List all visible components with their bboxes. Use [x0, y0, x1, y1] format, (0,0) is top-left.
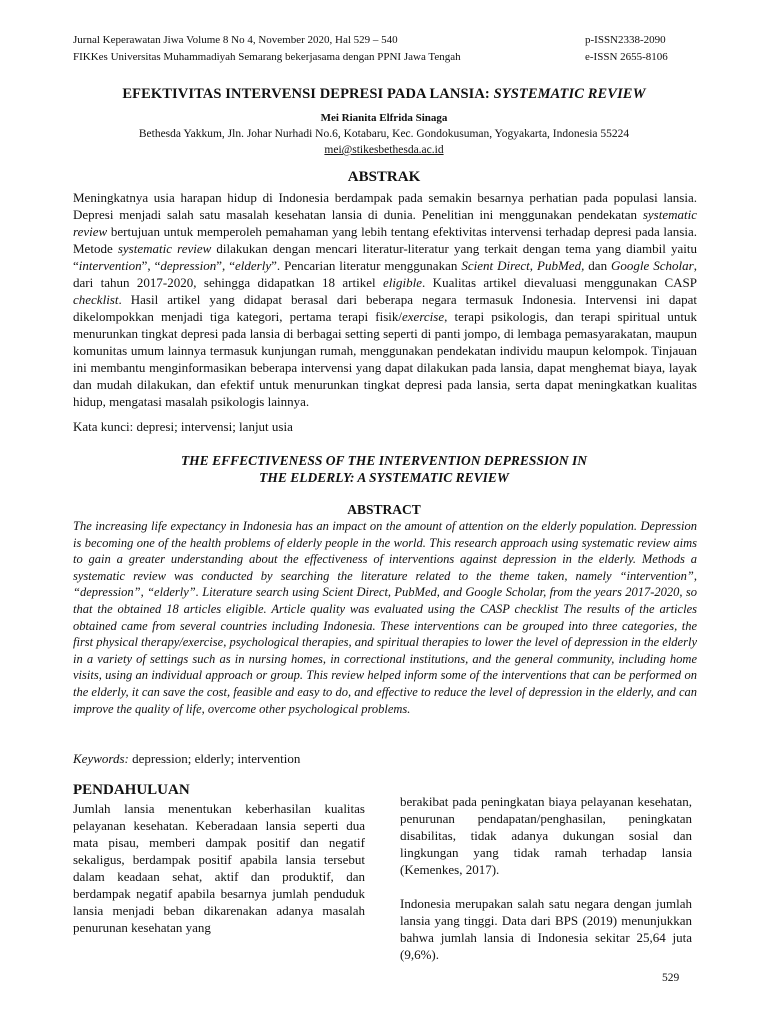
abstrak-italic: systematic review: [117, 241, 212, 256]
english-title: [72, 452, 696, 486]
institution-line: FIKKes Universitas Muhammadiyah Semarang bekerjasama dengan PPNI Jawa Tengah: [73, 51, 461, 63]
abstrak-text: ”, “: [216, 258, 235, 273]
author-affiliation: Bethesda Yakkum, Jln. Johar Nurhadi No.6, Kotabaru, Kec. Gondokusuman, Yogyakarta, Indonesia 55224: [138, 128, 630, 140]
abstrak-text: ”. Pencarian literatur menggunakan: [271, 258, 462, 273]
kata-kunci: Kata kunci: depresi; intervensi; lanjut usia: [73, 419, 293, 434]
abstrak-text: ,: [529, 258, 538, 273]
abstrak-italic: intervention: [78, 258, 142, 273]
abstrak-heading: ABSTRAK: [347, 169, 421, 185]
author-email[interactable]: mei@stikesbethesda.ac.id: [324, 144, 444, 156]
abstrak-italic: Scient Direct: [461, 258, 530, 273]
keywords-line: [73, 751, 300, 767]
running-header-right: [585, 32, 668, 66]
abstrak-italic: PubMed,: [537, 258, 585, 273]
p-issn: p-ISSN2338-2090: [585, 34, 666, 46]
abstrak-italic: checklist: [73, 292, 119, 307]
abstract-heading: ABSTRACT: [347, 502, 421, 517]
abstrak-text: dan: [584, 258, 612, 273]
abstrak-italic: elderly: [235, 258, 272, 273]
abstrak-text: ”, “: [141, 258, 161, 273]
abstrak-italic: exercise: [402, 309, 445, 324]
author-name: Mei Rianita Elfrida Sinaga: [320, 112, 448, 124]
abstrak-italic: depression: [160, 258, 217, 273]
english-title-line: THE EFFECTIVENESS OF THE INTERVENTION DEPRESSION IN: [180, 453, 588, 468]
paper-title-main: EFEKTIVITAS INTERVENSI DEPRESI PADA LANSIA:: [122, 86, 494, 102]
pendahuluan-heading: PENDAHULUAN: [73, 782, 190, 798]
abstrak-italic: eligible: [383, 275, 423, 290]
e-issn: e-ISSN 2655-8106: [585, 51, 668, 63]
paper-title-italic: SYSTEMATIC REVIEW: [493, 86, 646, 102]
abstrak-text: , terapi psikologis, dan terapi spiritual untuk menurunkan tingkat depresi pada lansia di berbagai setting seperti di panti jompo, di lembaga pemasyarakatan, maupun komunitas umum lainnya termasuk kunjungan rumah, menggunakan pendekatan individu maupun kelompok. Tinjauan ini membantu menginformasikan beberapa intervensi yang dapat dilakukan pada lansia, dapat menghemat biaya, layak dan mudah dilakukan, dan efektif untuk menurunkan tingkat depresi pada lansia, serta dapat meningkatkan kualitas hidup, mengatasi masalah psikologis lainnya.: [73, 309, 697, 409]
abstrak-text: . Kualitas artikel dievaluasi menggunakan CASP: [422, 275, 697, 290]
abstrak-italic: Google Scholar: [611, 258, 694, 273]
abstrak-text: . Hasil artikel yang didapat berasal dari beberapa negara termasuk Indonesia. Intervensi ini dapat dikelompokkan menjadi tiga kategori, pertama terapi fisik/: [73, 292, 697, 324]
abstrak-body: [73, 189, 697, 410]
abstrak-italic: systematic review: [73, 207, 697, 239]
abstrak-text: , dari tahun 2017-2020, sehingga didapatkan 18 artikel: [73, 258, 697, 290]
pendahuluan-paragraph: Jumlah lansia menentukan keberhasilan kualitas pelayanan kesehatan. Keberadaan lansia seperti dua mata pisau, memberi dampak positif dan negatif sekaligus, berdampak positif apabila lansia tersebut dalam keadaan sehat, aktif dan produktif, dan berdampak negatif apabila besarnya jumlah penduduk lansia menjadi beban dikarenakan adanya masalah penurunan kesehatan yang: [73, 801, 365, 935]
running-header-left: [73, 32, 461, 66]
abstrak-text: dilakukan dengan mencari literatur-literatur yang terkait dengan tema yang diambil yaitu “: [73, 241, 697, 273]
journal-citation-line: Jurnal Keperawatan Jiwa Volume 8 No 4, November 2020, Hal 529 – 540: [73, 34, 398, 46]
right-column: [400, 793, 692, 980]
pendahuluan-paragraph: Indonesia merupakan salah satu negara dengan jumlah lansia yang tinggi. Data dari BPS (2019) menunjukkan bahwa jumlah lansia di Indonesia sekitar 25,64 juta (9,6%).: [400, 896, 692, 962]
left-column: [73, 782, 365, 936]
english-title-line: THE ELDERLY: A SYSTEMATIC REVIEW: [259, 470, 509, 485]
page-number: 529: [662, 972, 680, 984]
pendahuluan-paragraph: berakibat pada peningkatan biaya pelayanan kesehatan, penurunan pendapatan/penghasilan, peningkatan disabilitas, tidak adanya dukungan sosial dan lingkungan yang tidak ramah terhadap lansia (Kemenkes, 2017).: [400, 794, 692, 877]
abstract-body: The increasing life expectancy in Indonesia has an impact on the amount of attention on the elderly population. Depression is becoming one of the health problems of elderly people in the world. This research approach using systematic review aims to gain a greater understanding about the effectiveness of interventions against depression in the elderly. Methods a systematic review was conducted by searching the literature related to the theme taken, namely “intervention”, “depression”, “elderly”. Literature search using Scient Direct, PubMed, and Google Scholar, from the years 2017-2020, so that the obtained 18 articles eligible. Article quality was evaluated using the CASP checklist The results of the articles obtained came from several countries including Indonesia. These interventions can be grouped into three categories, the first physical therapy/exercise, psychological therapies, and spiritual therapies to lower the level of depression in the elderly in a variety of settings such as in nursing homes, in correctional institutions, and the general community, including home visits, using an individual approach or group. This review helped inform some of the interventions that can be performed on the elderly, it can save the cost, feasible and easy to do, and effective to reduce the level of depression in the elderly, and can improve the quality of life, overcome other psychological problems.: [73, 519, 697, 716]
abstrak-text: Meningkatnya usia harapan hidup di Indonesia berdampak pada semakin besarnya perhatian pada populasi lansia. Depresi menjadi salah satu masalah kesehatan lansia di dunia. Penelitian ini menggunakan pendekatan: [73, 190, 697, 222]
abstrak-text: bertujuan untuk memperoleh pemahaman yang lebih tentang efektivitas intervensi terhadap depresi pada lansia. Metode: [73, 224, 697, 256]
keywords-label: Keywords:: [73, 751, 129, 766]
keywords-value: depression; elderly; intervention: [128, 751, 301, 766]
paper-title: [72, 86, 696, 103]
